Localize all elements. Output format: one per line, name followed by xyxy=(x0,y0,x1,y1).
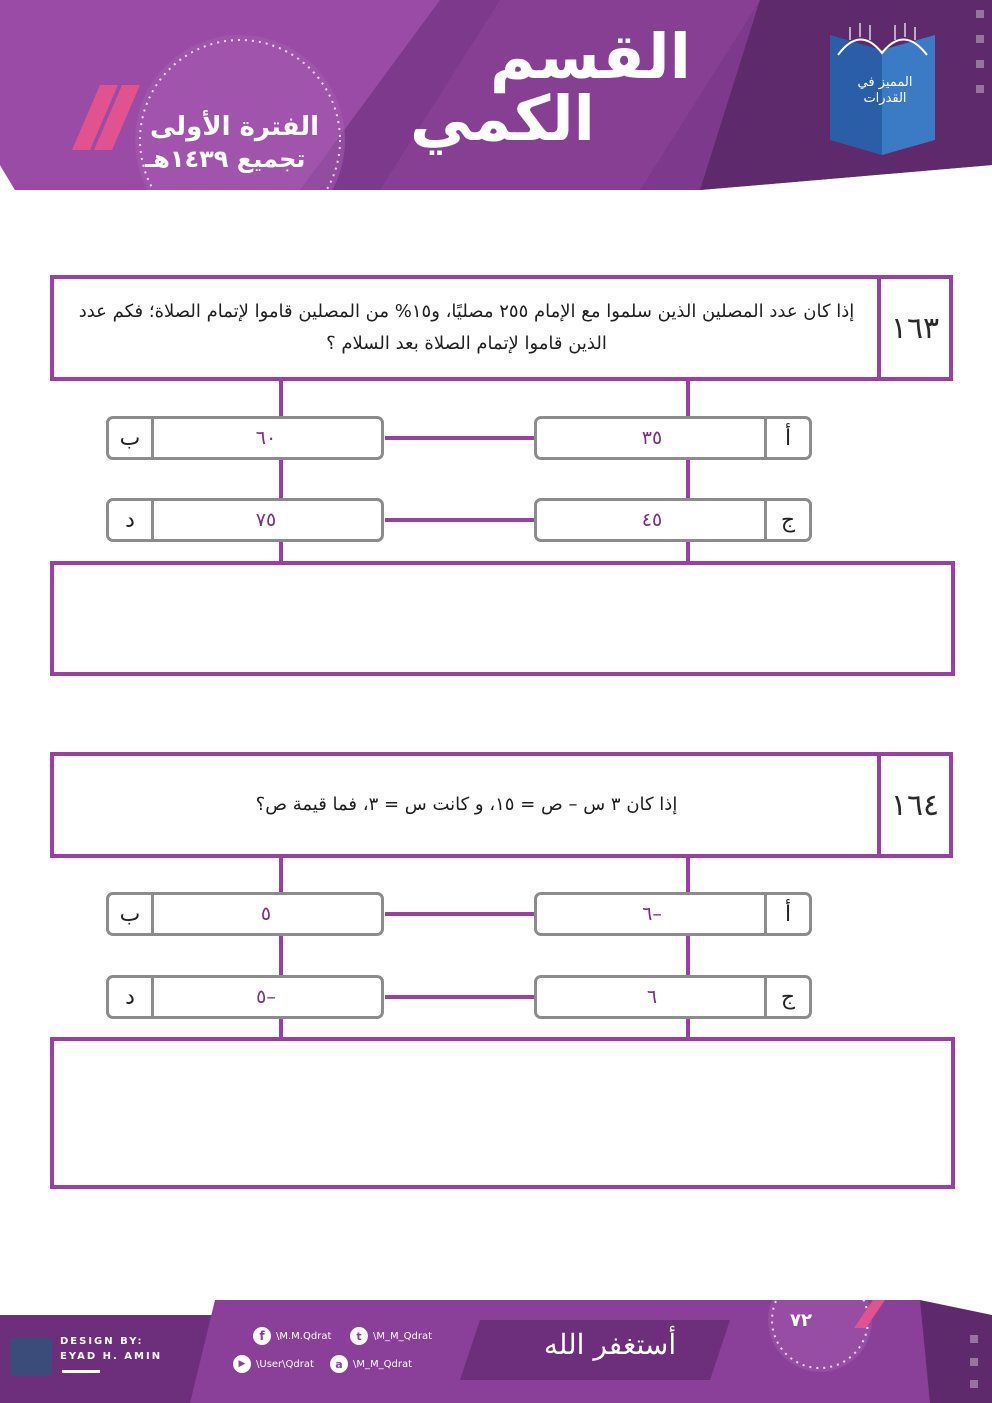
option-letter: ب xyxy=(109,419,154,457)
option-letter: د xyxy=(109,978,154,1016)
period-label: الفترة الأولى xyxy=(150,112,320,142)
connector-line xyxy=(385,518,535,522)
twitter-link[interactable] xyxy=(350,1327,432,1345)
option-value: –٥ xyxy=(256,986,276,1008)
youtube-icon: ▶ xyxy=(233,1355,251,1373)
option-value: ٣٥ xyxy=(641,427,663,449)
page-number: ٧٢ xyxy=(790,1310,812,1331)
option-d[interactable] xyxy=(106,498,384,542)
question-box xyxy=(50,752,953,858)
option-letter: ج xyxy=(764,501,809,539)
section-title-line2: الكمي xyxy=(410,82,595,155)
option-c[interactable] xyxy=(534,498,812,542)
page-header xyxy=(0,0,992,190)
option-value: ٥ xyxy=(260,903,272,925)
question-number: ١٦٣ xyxy=(877,279,949,377)
page-footer xyxy=(0,1300,992,1403)
option-a[interactable] xyxy=(534,416,812,460)
option-letter: ب xyxy=(109,895,154,933)
question-text: إذا كان ٣ س – ص = ١٥، و كانت س = ٣، فما قيمة ص؟ xyxy=(255,794,678,815)
designer-logo-icon xyxy=(10,1338,52,1376)
question-box xyxy=(50,275,953,381)
question-text: إذا كان عدد المصلين الذين سلموا مع الإمام ٢٥٥ مصليًا، و١٥% من المصلين قاموا لإتمام الصلاة؛ فكم عدد الذين قاموا لإتمام الصلاة بعد السلام ؟ xyxy=(78,301,855,354)
option-value: ٦ xyxy=(646,986,658,1008)
option-b[interactable] xyxy=(106,416,384,460)
answer-area[interactable] xyxy=(50,1037,955,1189)
option-letter: د xyxy=(109,501,154,539)
askfm-handle: \M_M_Qdrat xyxy=(353,1358,413,1370)
facebook-handle: \M.M.Qdrat xyxy=(276,1330,332,1342)
answer-area[interactable] xyxy=(50,561,955,676)
calligraphy-text: أستغفر الله xyxy=(543,1328,677,1361)
book-logo xyxy=(820,15,945,155)
connector-line xyxy=(385,995,535,999)
askfm-link[interactable] xyxy=(330,1355,412,1373)
askfm-icon: a xyxy=(330,1355,348,1373)
connector-line xyxy=(385,436,535,440)
option-a[interactable] xyxy=(534,892,812,936)
option-letter: ج xyxy=(764,978,809,1016)
section-title-line1: القسم xyxy=(490,20,691,93)
option-value: –٦ xyxy=(642,903,662,925)
logo-text: المميز في القدرات xyxy=(857,75,913,106)
option-value: ٦٠ xyxy=(255,427,277,449)
twitter-icon: t xyxy=(350,1327,368,1345)
option-b[interactable] xyxy=(106,892,384,936)
facebook-icon: f xyxy=(253,1327,271,1345)
youtube-link[interactable] xyxy=(233,1355,314,1373)
period-year: تجميع ١٤٣٩هـ xyxy=(145,145,306,173)
question-number: ١٦٤ xyxy=(877,756,949,854)
youtube-handle: \User\Qdrat xyxy=(256,1358,314,1370)
connector-line xyxy=(385,912,535,916)
facebook-link[interactable] xyxy=(253,1327,331,1345)
design-by-label: DESIGN BY: xyxy=(60,1336,144,1347)
designer-name: EYAD H. AMIN xyxy=(60,1351,163,1362)
twitter-handle: \M_M_Qdrat xyxy=(373,1330,433,1342)
option-letter: أ xyxy=(764,419,809,457)
option-d[interactable] xyxy=(106,975,384,1019)
option-letter: أ xyxy=(764,895,809,933)
option-value: ٧٥ xyxy=(255,509,277,531)
option-value: ٤٥ xyxy=(641,509,663,531)
option-c[interactable] xyxy=(534,975,812,1019)
